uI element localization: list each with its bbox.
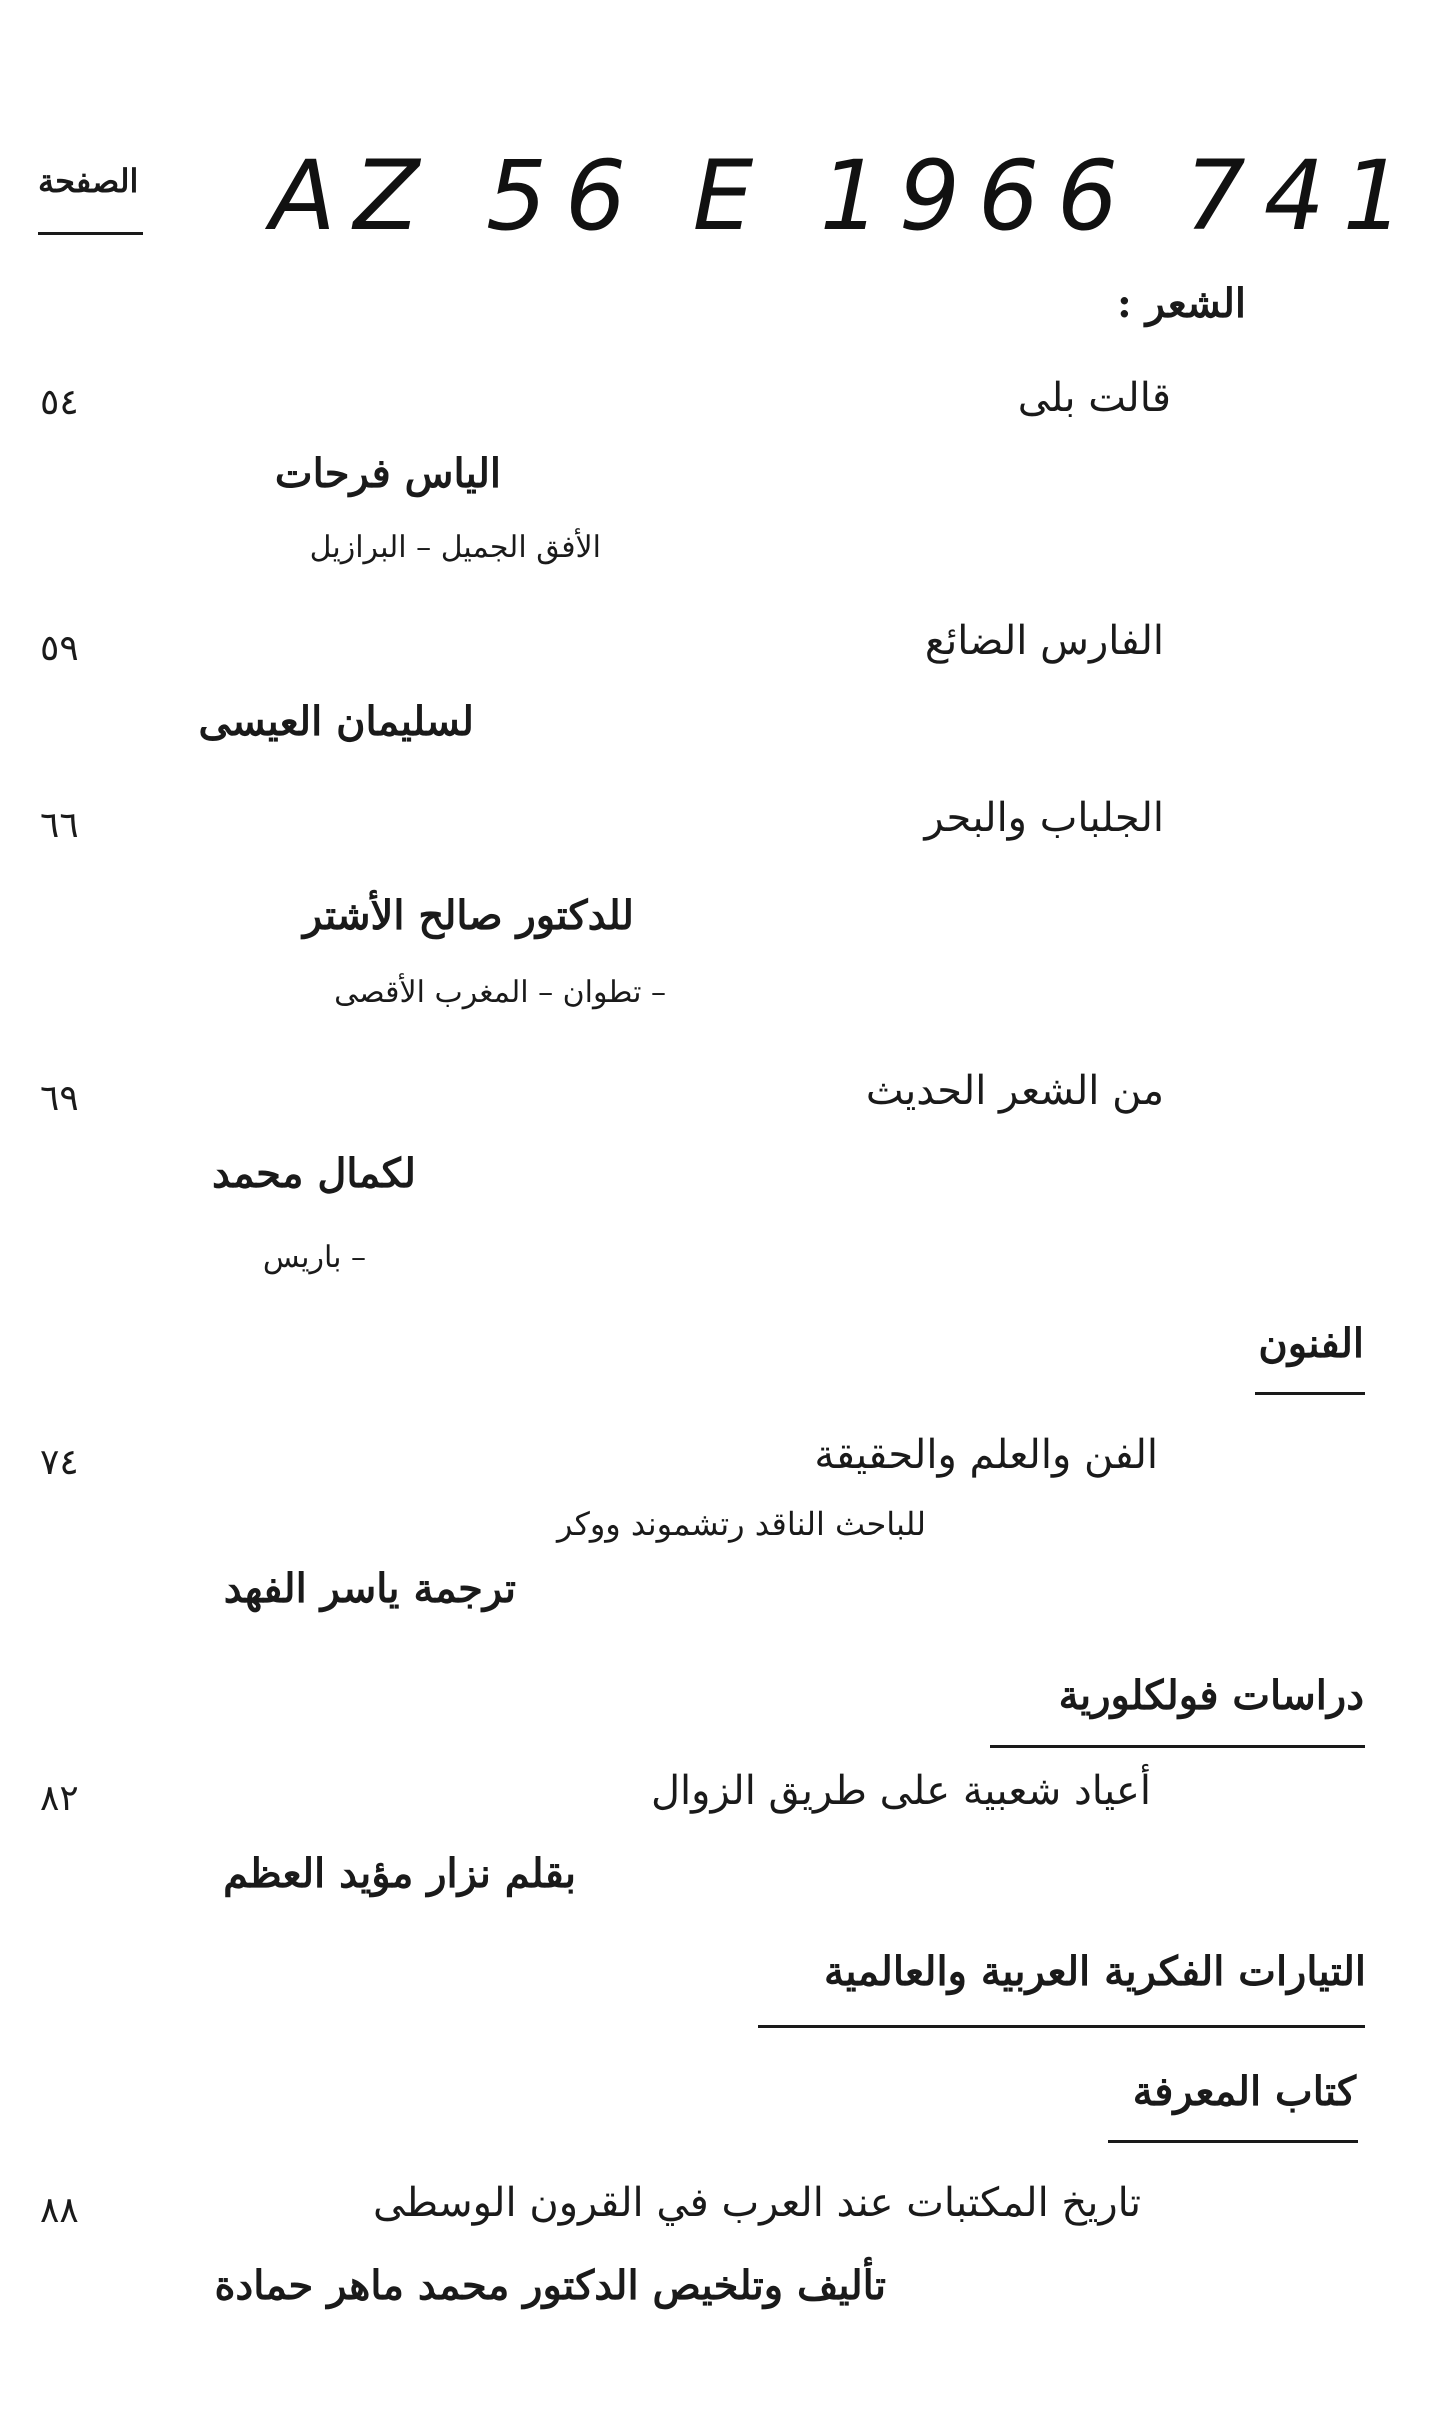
entry-page-number: ٦٦ [40,805,79,846]
entry-author: بقلم نزار مؤيد العظم [223,1850,576,1897]
entry-page-number: ٨٢ [40,1778,79,1819]
page-column-label: الصفحة [38,162,139,200]
section-heading-book-of-knowledge: كتاب المعرفة [1132,2068,1356,2115]
entry-author: للدكتور صالح الأشتر [302,892,634,939]
entry-title: أعياد شعبية على طريق الزوال [650,1768,1151,1814]
entry-title: الفارس الضائع [924,618,1164,664]
entry-author: لسليمان العيسى [198,698,474,745]
section-heading-folklore: دراسات فولكلورية [1058,1672,1364,1719]
section-underline [1255,1392,1365,1395]
section-underline [1108,2140,1358,2143]
entry-location: – تطوان – المغرب الأقصى [334,975,666,1010]
entry-title: تاريخ المكتبات عند العرب في القرون الوسطى [372,2180,1141,2226]
entry-location: الأفق الجميل – البرازيل [309,530,601,565]
entry-title: قالت بلى [1017,375,1171,421]
entry-page-number: ٥٤ [40,382,79,423]
entry-title: الجلباب والبحر [924,795,1164,841]
entry-author: تأليف وتلخيص الدكتور محمد ماهر حمادة [214,2262,886,2309]
entry-page-number: ٥٩ [40,628,79,669]
section-underline [990,1745,1365,1748]
section-heading-intellectual-currents: التيارات الفكرية العربية والعالمية [823,1948,1366,1995]
section-underline [758,2025,1365,2028]
entry-page-number: ٧٤ [40,1442,79,1483]
section-heading-poetry: الشعر : [1116,280,1246,327]
entry-title: الفن والعلم والحقيقة [814,1432,1158,1478]
section-heading-arts: الفنون [1258,1320,1364,1367]
page-label-underline [38,232,143,235]
entry-title: من الشعر الحديث [865,1068,1164,1114]
entry-page-number: ٦٩ [40,1078,79,1119]
entry-author: الياس فرحات [274,450,501,497]
entry-author: ترجمة ياسر الفهد [223,1565,516,1612]
entry-author: لكمال محمد [212,1150,416,1197]
entry-location: – باريس [262,1240,366,1275]
entry-page-number: ٨٨ [40,2190,79,2231]
handwritten-catalog-code: AZ 56 E 1966 741 [270,140,1422,252]
entry-subtitle: للباحث الناقد رتشموند ووكر [556,1505,926,1543]
